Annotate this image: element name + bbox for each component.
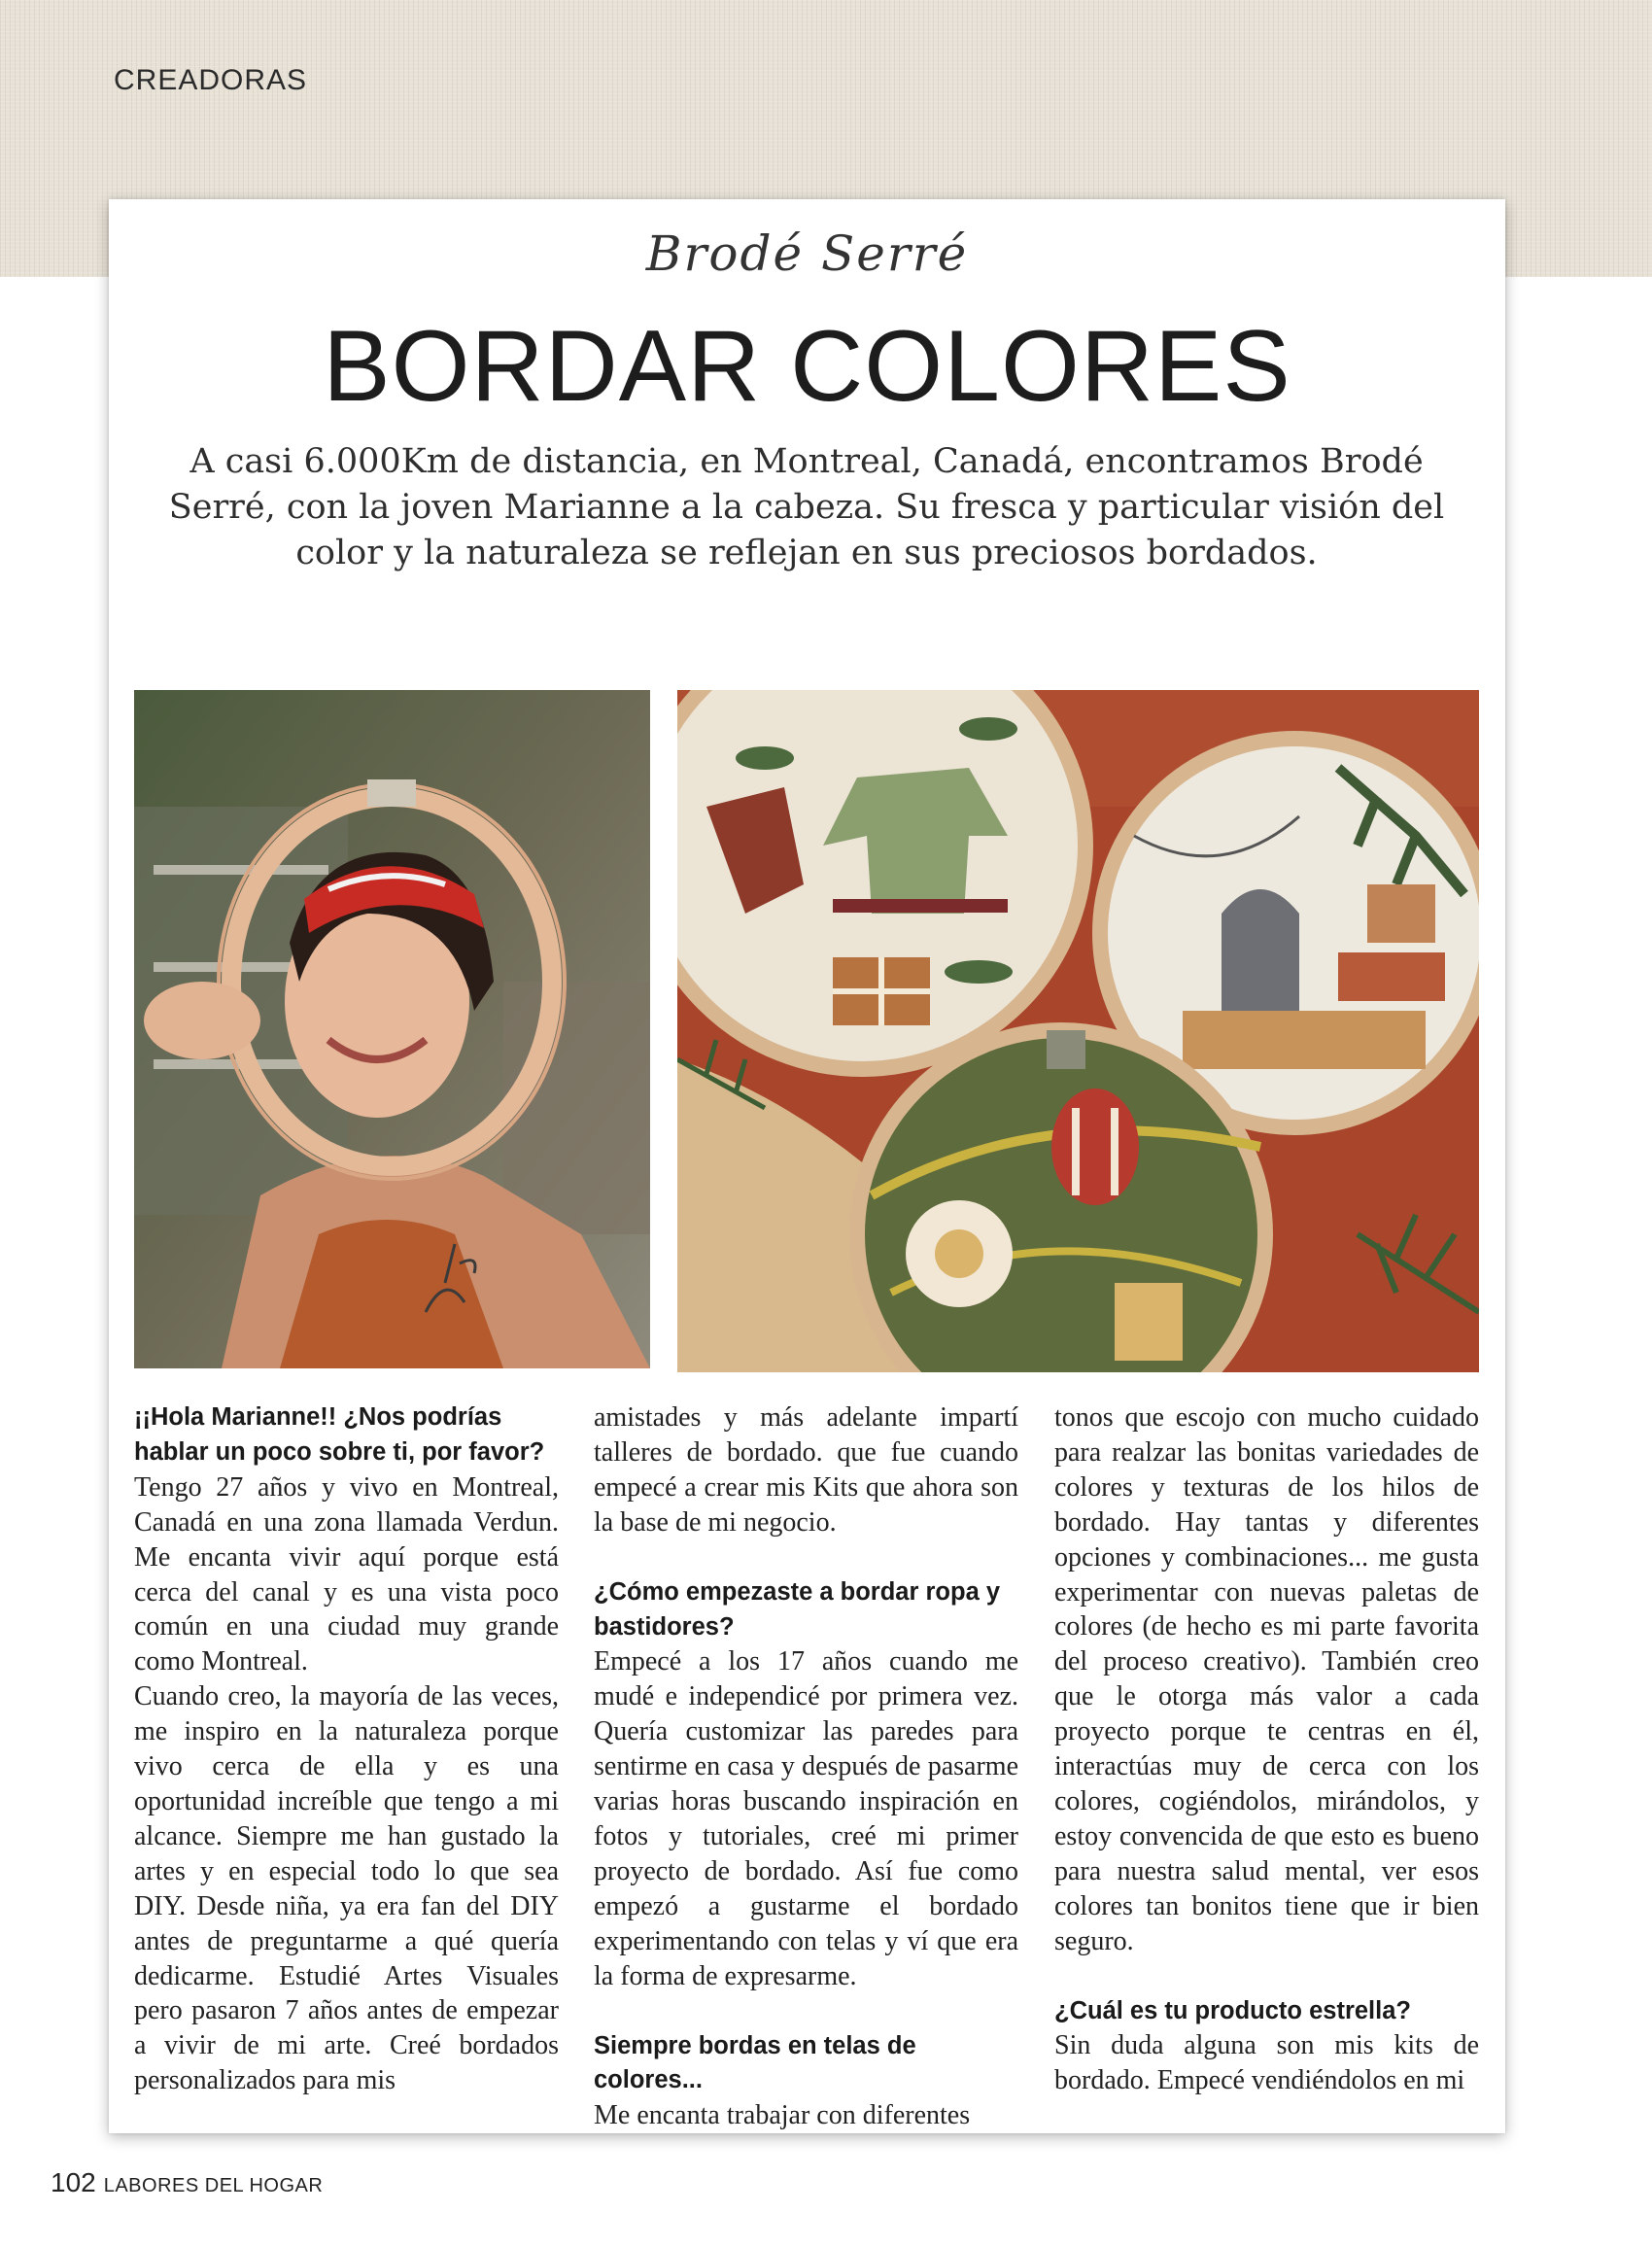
question-heading: ¿Cómo empezaste a bordar ropa y bastidores? xyxy=(594,1577,1001,1641)
text-column-2 xyxy=(594,1400,1018,2131)
article-title: BORDAR COLORES xyxy=(323,310,1291,423)
page-number: 102 xyxy=(51,2167,96,2197)
page-footer xyxy=(51,2167,323,2198)
text-column-1 xyxy=(134,1400,559,2096)
question-heading: ¡¡Hola Marianne!! ¿Nos podrías hablar un poco sobre ti, por favor? xyxy=(134,1403,545,1466)
paragraph: Cuando creo, la mayoría de las veces, me inspiro en la naturaleza porque vivo cerca de ella y es una oportunidad increíble que tengo a mi alcance. Siempre me han gustado la artes y en especial todo lo que sea DIY. Desde niña, ya era fan del DIY antes de preguntarme a qué quería dedicarme. Estudié Artes Visuales pero pasaron 7 años antes de empezar a vivir de mi arte. Creé bordados personalizados para mis xyxy=(134,1681,559,2096)
paragraph: amistades y más adelante impartí talleres de bordado. que fue cuando empecé a crear mis Kits que ahora son la base de mi negocio. xyxy=(594,1402,1018,1538)
publication-name: LABORES DEL HOGAR xyxy=(103,2175,324,2196)
portrait-photo xyxy=(134,690,650,1368)
section-label: CREADORAS xyxy=(114,64,308,96)
text-column-3 xyxy=(1054,1400,1479,2096)
paragraph: tonos que escojo con mucho cuidado para realzar las bonitas variedades de colores y texturas de los hilos de bordado. Hay tantas y diferentes opciones y combinaciones... me gusta experimentar con nuevas paletas de colores (de hecho es mi parte favorita del proceso creativo). También creo que le otorga más valor a cada proyecto porque te centras en él, interactúas muy de cerca con los colores, cogiéndolos, mirándolos, y estoy convencida de que esto es bueno para nuestra salud mental, ver esos colores tan bonitos tiene que ir bien seguro. xyxy=(1054,1402,1479,1956)
paragraph: Me encanta trabajar con diferentes xyxy=(594,2100,971,2131)
paragraph: Tengo 27 años y vivo en Montreal, Canadá en una zona llamada Verdun. Me encanta vivir aquí porque está cerca del canal y es una vista poco común en una ciudad muy grande como Montreal. xyxy=(134,1471,559,1677)
embroidery-hoops-photo xyxy=(677,690,1479,1372)
paragraph: Sin duda alguna son mis kits de bordado. Empecé vendiéndolos en mi xyxy=(1054,2030,1479,2096)
question-heading: ¿Cuál es tu producto estrella? xyxy=(1054,1996,1411,2024)
paragraph: Empecé a los 17 años cuando me mudé e independicé por primera vez. Quería customizar las paredes para sentirme en casa y después de pasarme varias horas buscando inspiración en fotos y tutoriales, creé mi primer proyecto de bordado. Así fue como empezó a gustarme el bordado experimentando con telas y ví que era la forma de expresarme. xyxy=(594,1646,1018,1991)
article-lead: A casi 6.000Km de distancia, en Montreal, Canadá, encontramos Brodé Serré, con la joven Marianne a la cabeza. Su fresca y particular visión del color y la naturaleza se reflejan en sus preciosos bordados. xyxy=(168,442,1445,572)
brand-name: Brodé Serré xyxy=(645,225,969,282)
question-heading: Siempre bordas en telas de colores... xyxy=(594,2031,916,2094)
